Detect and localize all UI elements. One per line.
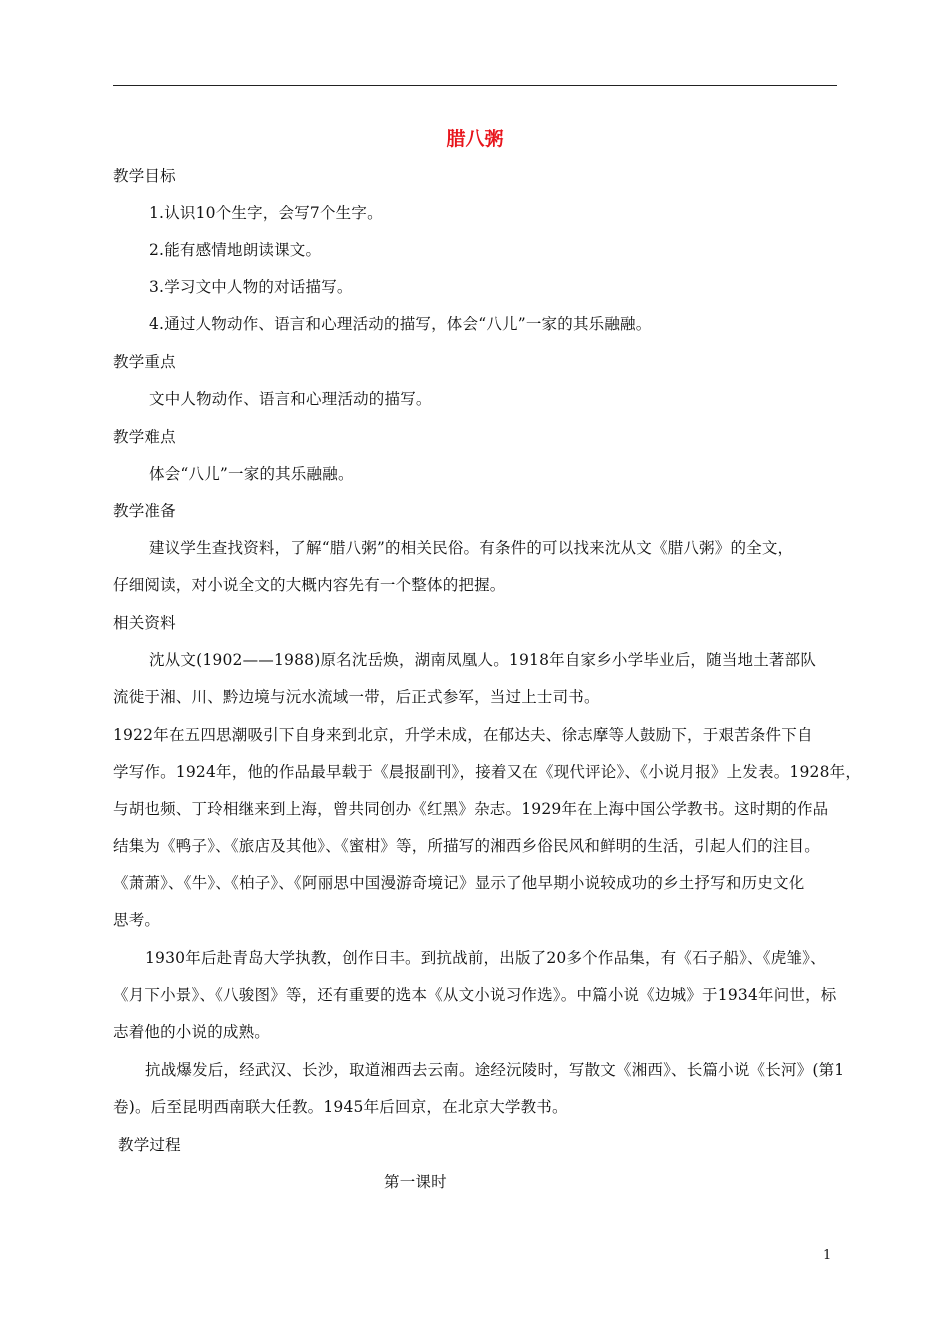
difficulties-text: 体会“八儿”一家的其乐融融。 xyxy=(149,465,354,483)
materials-line: 志着他的小说的成熟。 xyxy=(113,1023,271,1041)
goal-item: 2.能有感情地朗读课文。 xyxy=(149,241,322,259)
materials-line: 学写作。1924年，他的作品最早载于《晨报副刊》，接着又在《现代评论》、《小说月报》上发表。1928年， xyxy=(113,763,862,781)
header-rule xyxy=(113,85,837,86)
goal-item: 3.学习文中人物的对话描写。 xyxy=(149,278,353,296)
preparation-line: 建议学生查找资料，了解“腊八粥”的相关民俗。有条件的可以找来沈从文《腊八粥》的全文， xyxy=(149,539,794,557)
materials-line: 结集为《鸭子》、《旅店及其他》、《蜜柑》等，所描写的湘西乡俗民风和鲜明的生活，引起人们的注目。 xyxy=(113,837,820,855)
heading-difficulties: 教学难点 xyxy=(113,428,176,446)
materials-line: 思考。 xyxy=(113,911,161,929)
page-number: 1 xyxy=(823,1248,832,1263)
heading-goals: 教学目标 xyxy=(113,167,176,185)
preparation-line: 仔细阅读，对小说全文的大概内容先有一个整体的把握。 xyxy=(113,576,506,594)
document-title: 腊八粥 xyxy=(446,128,504,150)
heading-preparation: 教学准备 xyxy=(113,502,176,520)
key-points-text: 文中人物动作、语言和心理活动的描写。 xyxy=(149,390,432,408)
materials-line: 流徙于湘、川、黔边境与沅水流域一带，后正式参军，当过上士司书。 xyxy=(113,688,600,706)
materials-line: 与胡也频、丁玲相继来到上海，曾共同创办《红黑》杂志。1929年在上海中国公学教书。这时期的作品 xyxy=(113,800,829,818)
heading-materials: 相关资料 xyxy=(113,614,176,632)
goal-item: 1.认识10个生字，会写7个生字。 xyxy=(149,204,383,222)
heading-key-points: 教学重点 xyxy=(113,353,176,371)
materials-line: 沈从文(1902——1988)原名沈岳焕，湖南凤凰人。1918年自家乡小学毕业后，随当地土著部队 xyxy=(149,651,817,669)
lesson-subheading: 第一课时 xyxy=(384,1173,447,1191)
materials-line: 1922年在五四思潮吸引下自身来到北京，升学未成，在郁达夫、徐志摩等人鼓励下，于艰苦条件下自 xyxy=(113,726,813,744)
materials-line: 抗战爆发后，经武汉、长沙，取道湘西去云南。途经沅陵时，写散文《湘西》、长篇小说《长河》(第1 xyxy=(145,1061,845,1079)
materials-line: 卷)。后至昆明西南联大任教。1945年后回京，在北京大学教书。 xyxy=(113,1098,568,1116)
goal-item: 4.通过人物动作、语言和心理活动的描写，体会“八儿”一家的其乐融融。 xyxy=(149,315,652,333)
materials-line: 《月下小景》、《八骏图》等，还有重要的选本《从文小说习作选》。中篇小说《边城》于1934年问世，标 xyxy=(113,986,837,1004)
heading-process: 教学过程 xyxy=(118,1136,181,1154)
materials-line: 《萧萧》、《牛》、《柏子》、《阿丽思中国漫游奇境记》显示了他早期小说较成功的乡土抒写和历史文化 xyxy=(113,874,805,892)
materials-line: 1930年后赴青岛大学执教，创作日丰。到抗战前，出版了20多个作品集，有《石子船》、《虎雏》、 xyxy=(145,949,826,967)
